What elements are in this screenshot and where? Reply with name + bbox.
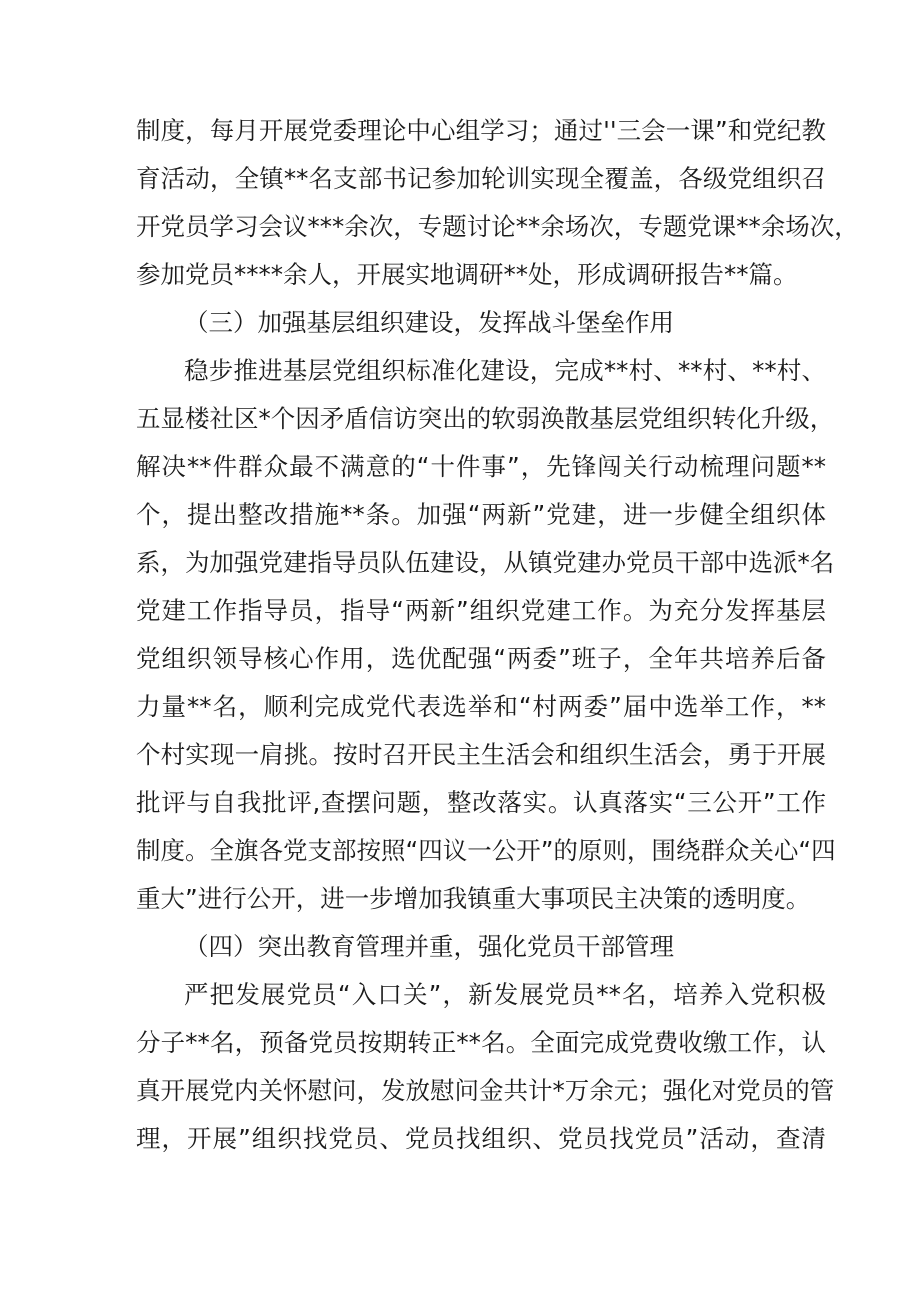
paragraph-line: 五显楼社区*个因矛盾信访突出的软弱涣散基层党组织转化升级， bbox=[136, 404, 835, 433]
document-body bbox=[136, 107, 859, 1163]
paragraph-line: 分子**名，预备党员按期转正**名。全面完成党费收缴工作，认 bbox=[136, 1028, 826, 1057]
paragraph-line: 制度。全旗各党支部按照“四议一公开”的原则，围绕群众关心“四 bbox=[136, 836, 836, 865]
paragraph-line: 理，开展”组织找党员、党员找组织、党员找党员”活动，查清 bbox=[136, 1124, 826, 1153]
paragraph-line: 严把发展党员“入口关”，新发展党员**名，培养入党积极 bbox=[184, 980, 826, 1009]
paragraph-line: 解决**件群众最不满意的“十件事”，先锋闯关行动梳理问题** bbox=[136, 452, 826, 481]
paragraph-line: 力量**名，顺利完成党代表选举和“村两委”届中选举工作，** bbox=[136, 692, 826, 721]
paragraph-line: 育活动，全镇**名支部书记参加轮训实现全覆盖，各级党组织召 bbox=[136, 164, 826, 193]
paragraph-line: 系，为加强党建指导员队伍建设，从镇党建办党员干部中选派*名 bbox=[136, 548, 835, 577]
paragraph-line: 开党员学习会议***余次，专题讨论**余场次，专题党课**余场次， bbox=[136, 212, 859, 241]
paragraph-line: 制度，每月开展党委理论中心组学习；通过''三会一课”和党纪教 bbox=[136, 116, 826, 145]
section-heading-4: （四）突出教育管理并重，强化党员干部管理 bbox=[184, 932, 674, 961]
paragraph-line: 重大”进行公开，进一步增加我镇重大事项民主决策的透明度。 bbox=[136, 884, 811, 913]
paragraph-line: 真开展党内关怀慰问，发放慰问金共计*万余元；强化对党员的管 bbox=[136, 1076, 835, 1105]
paragraph-line: 党建工作指导员，指导“两新”组织党建工作。为充分发挥基层 bbox=[136, 596, 826, 625]
paragraph-line: 个，提出整改措施**条。加强“两新”党建，进一步健全组织体 bbox=[136, 500, 826, 529]
paragraph-line: 批评与自我批评,查摆问题，整改落实。认真落实“三公开”工作 bbox=[136, 788, 826, 817]
paragraph-line: 个村实现一肩挑。按时召开民主生活会和组织生活会，勇于开展 bbox=[136, 740, 826, 769]
section-heading-3: （三）加强基层组织建设，发挥战斗堡垒作用 bbox=[184, 308, 674, 337]
paragraph-line: 参加党员****余人，开展实地调研**处，形成调研报告**篇。 bbox=[136, 260, 798, 289]
paragraph-line: 党组织领导核心作用，选优配强“两委”班子，全年共培养后备 bbox=[136, 644, 826, 673]
paragraph-line: 稳步推进基层党组织标准化建设，完成**村、**村、**村、 bbox=[184, 356, 826, 385]
